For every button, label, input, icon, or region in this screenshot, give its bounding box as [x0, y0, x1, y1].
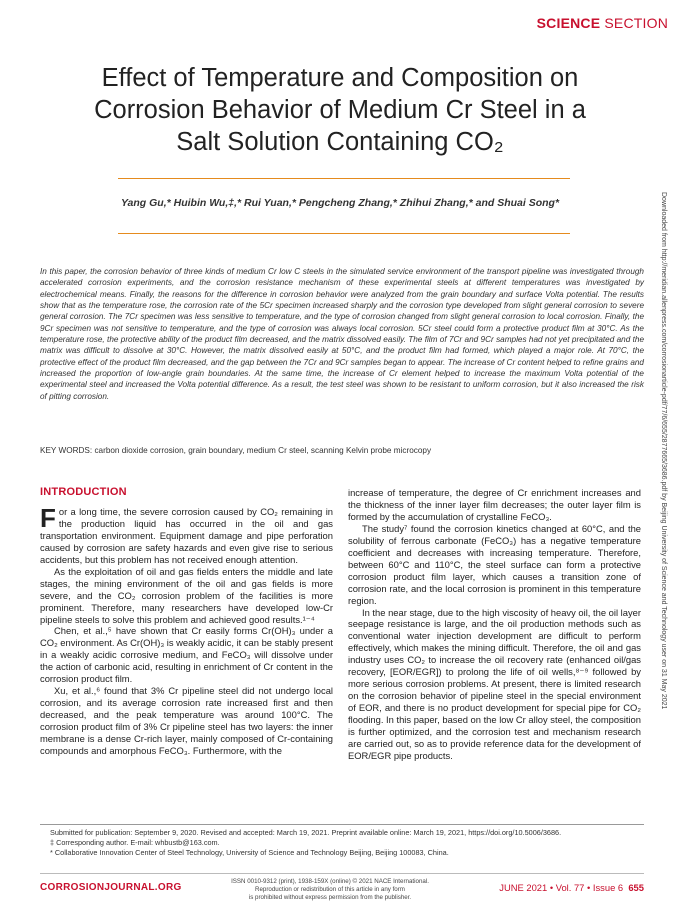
author-list: Yang Gu,* Huibin Wu,‡,* Rui Yuan,* Pengcheng Zhang,* Zhihui Zhang,* and Shuai Song* — [120, 197, 560, 209]
abstract: In this paper, the corrosion behavior of three kinds of medium Cr low C steels in the simulated service environment of the transport pipeline was investigated through accelerated corrosion experiments, and the corrosion resistance mechanism of these experimental steels at different temperatures was investigated by electrochemical means. Finally, the reasons for the difference in corrosion behavior were analyzed from the grain boundary and surface Volta potential. The results show that as the temperature rose, the corrosion rate of the 5Cr specimen increased sharply and the corrosion type developed from slight general corrosion to severe general corrosion. The 7Cr specimen was less sensitive to temperature, and the type of corrosion changed from slight general corrosion to local corrosion. Finally, the 9Cr specimen was not sensitive to temperature, and the type of corrosion was always local corrosion. 5Cr steel could form a protective product film at 30°C. As the temperature rose, the protective ability of the product film decreased, and the matrix dissolved easily. The film of 7Cr and 9Cr samples had not yet precipitated and the matrix was difficult to dissolve at 30°C. However, the matrix dissolved easily at 50°C, and the product film had formed, which played a major role. At 70°C, the protective effect of the product film decreased, and the gap between the 7Cr and 9Cr samples began to appear. The increase of Cr content helped to refine grains and increased the proportion of low-angle grain boundaries. At the same time, the increase of Cr element helped to increase the maximum Volta potential of the experimental steel and increased the Volta potential difference. As a result, the test steel was shown to be resistant to uniform corrosion, but it also increased the risk of pitting corrosion. — [40, 267, 644, 401]
title-line-3: Salt Solution Containing CO₂ — [176, 128, 504, 156]
keywords: KEY WORDS: carbon dioxide corrosion, grain boundary, medium Cr steel, scanning Kelvin probe microcopy — [40, 446, 432, 455]
title-line-1: Effect of Temperature and Composition on — [101, 64, 579, 92]
right-column — [348, 487, 641, 762]
paragraph: The study⁷ found the corrosion kinetics changed at 60°C, and the solubility of ferrous carbonate (FeCO₃) has a negative temperature coefficient and decreases with increasing temperature. Therefore, between 60°C and 110°C, the steel surface can form a protective corrosion product film layer, which causes a transition zone of corrosion rate, and the local corrosion is prominent in this temperature region. — [348, 522, 641, 606]
paragraph: In the near stage, due to the high viscosity of heavy oil, the oil layer seepage resistance is large, and the oil production methods such as conventional water injection development are difficult to perform effectively, which makes the mining difficult. Therefore, the oil and gas industry uses CO₂ to increase the oil recovery rate (enhanced oil/gas recovery, [EOR/EGR]) to prolong the life of oil wells,⁸⁻⁹ followed by more serious corrosion problems. At present, there is limited research on the corrosion behavior of pipeline steel in the special environment of EOR, and there is no product development for special pipe for CO₂ flooding. In this paper, based on the low Cr alloy steel, the composition is further optimized, and the corrosion test and mechanism research are carried out, so as to provide reference data for the development of EOR/EGR pipe products. — [348, 606, 641, 761]
section-label: SCIENCE SECTION — [536, 15, 668, 31]
page-number: 655 — [628, 882, 644, 893]
section-heading: INTRODUCTION — [40, 486, 127, 498]
authors-rule — [118, 233, 570, 234]
affiliation-note: * Collaborative Innovation Center of Steel Technology, University of Science and Technology Beijing, Beijing 100083, China. — [50, 848, 449, 857]
issue-info: JUNE 2021 • Vol. 77 • Issue 6 655 — [499, 882, 644, 893]
footnotes — [50, 828, 650, 858]
footer-rule — [40, 873, 644, 874]
corresponding-author-note: ‡ Corresponding author. E-mail: whbustb@163.com. — [50, 838, 220, 847]
download-note: Downloaded from http://meridian.allenpress.com/corrosionarticle-pdf/77/6/655/2877665/3686.pdf by Beijing University of Science and Technology user on 31 May 2021 — [660, 192, 667, 710]
footnote-rule — [40, 824, 644, 825]
copyright-notice: ISSN 0010-9312 (print), 1938-159X (online) © 2021 NACE International. Reproduction or redistribution of this article in any form is prohibited without express permission from the publisher. — [231, 878, 429, 901]
paragraph: As the exploitation of oil and gas fields enters the middle and late stages, the mining environment of the oil and gas fields is more severe, and the CO₂ corrosion problem of the facilities is more prominent. Therefore, many researchers have developed low-Cr pipeline steels to solve this problem and achieved good results.¹⁻⁴ — [40, 565, 333, 625]
paragraph: For a long time, the severe corrosion caused by CO₂ remaining in the production liquid has occurred in the oil and gas transportation environment. Equipment damage and pipe perforation caused by corrosion are safety hazards and even give rise to serious accidents, but this problem has not received enough attention. — [40, 502, 333, 565]
paragraph: Chen, et al.,⁵ have shown that Cr easily forms Cr(OH)₃ under a CO₂ environment. As Cr(OH)₃ is weakly acidic, it can be stably present in a weakly acidic corrosive medium, and FeCO₃ will dissolve under the action of carbonic acid, resulting in enrichment of Cr content in the corrosion product film. — [40, 625, 333, 685]
submission-note: Submitted for publication: September 9, 2020. Revised and accepted: March 19, 2021. Preprint available online: March 19, 2021, https://doi.org/10.5006/3686. — [50, 828, 562, 837]
drop-cap: F — [40, 502, 56, 533]
title-rule — [118, 178, 570, 179]
article-title — [40, 62, 640, 158]
paragraph: increase of temperature, the degree of Cr enrichment increases and the thickness of the inner layer film decreases; the outer layer film is formed by the accumulation of crystalline FeCO₃. — [348, 487, 641, 522]
journal-link[interactable]: CORROSIONJOURNAL.ORG — [40, 882, 182, 893]
left-column — [40, 487, 333, 757]
title-line-2: Corrosion Behavior of Medium Cr Steel in a — [94, 96, 586, 124]
paragraph: Xu, et al.,⁶ found that 3% Cr pipeline steel did not undergo local corrosion, and its average corrosion rate increased first and then decreased, and the peak temperature was around 100°C. The corrosion product film of 3% Cr pipeline steel has two layers: the inner membrane is a dense Cr-rich layer, mainly composed of Cr-containing compounds and amorphous FeCO₃. Furthermore, with the — [40, 685, 333, 757]
